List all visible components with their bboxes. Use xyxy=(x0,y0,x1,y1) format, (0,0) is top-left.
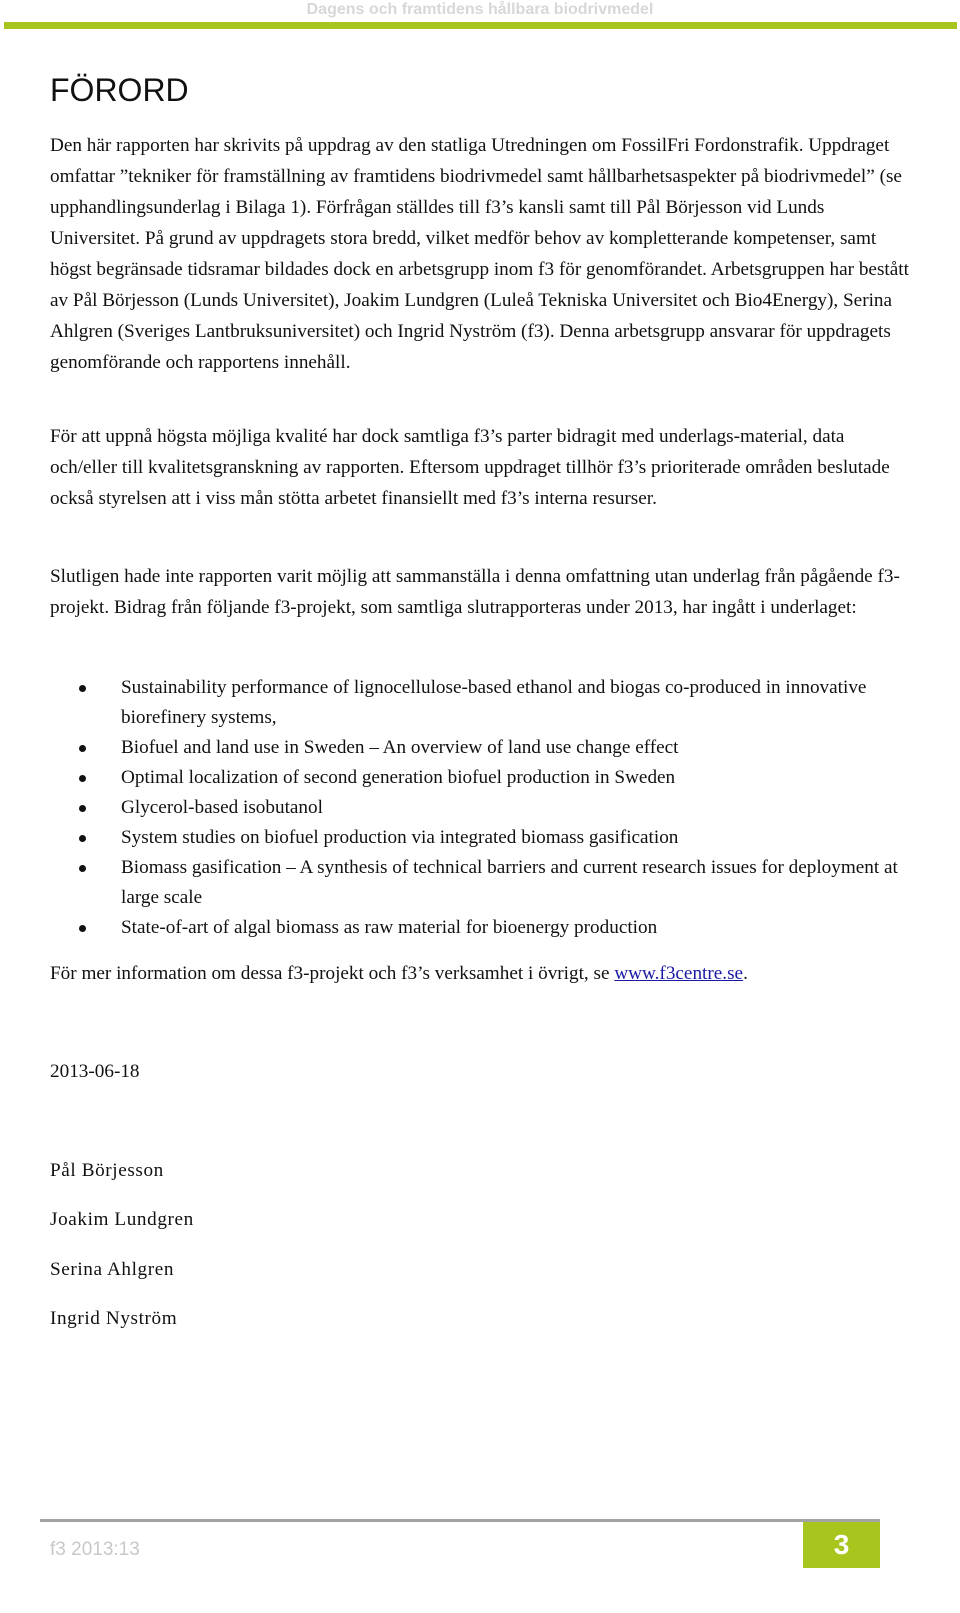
paragraph-2: För att uppnå högsta möjliga kvalité har dock samtliga f3’s parter bidragit med underlags-material, data och/eller till kvalitetsgranskning av rapporten. Eftersom uppdraget tillhör f3’s prioriterade områden beslutade också styrelsen att i viss mån stötta arbetet finansiellt med f3’s interna resurser. xyxy=(50,426,890,509)
bullet-icon xyxy=(79,805,86,812)
footer-rule xyxy=(40,1519,880,1522)
paragraph-1: Den här rapporten har skrivits på uppdrag av den statliga Utredningen om FossilFri Fordonstrafik. Uppdraget omfattar ”tekniker för framställning av framtidens biodrivmedel samt hållbarhetsaspekter på biodrivmedel” (se upphandlingsunderlag i Bilaga 1). Förfrågan ställdes till f3’s kansli samt till Pål Börjesson vid Lunds Universitet. På grund av uppdragets stora bredd, vilket medför behov av kompletterande kompetenser, samt högst begränsade tidsramar bildades dock en arbetsgrupp inom f3 för genomförandet. Arbetsgruppen har bestått av Pål Börjesson (Lunds Universitet), Joakim Lundgren (Luleå Tekniska Universitet och Bio4Energy), Serina Ahlgren (Sveriges Lantbruksuniversitet) och Ingrid Nyström (f3). Denna arbetsgrupp ansvarar för uppdragets genomförande och rapportens innehåll. xyxy=(50,135,909,373)
bullet-icon xyxy=(79,835,86,842)
bullet-icon xyxy=(79,775,86,782)
paragraph-3: Slutligen hade inte rapporten varit möjlig att sammanställa i denna omfattning utan underlag från pågående f3-projekt. Bidrag från följande f3-projekt, som samtliga slutrapporteras under 2013, har ingått i underlaget: xyxy=(50,566,900,618)
project-list xyxy=(50,673,910,943)
report-id: f3 2013:13 xyxy=(50,1539,140,1560)
f3centre-link[interactable]: www.f3centre.se xyxy=(614,963,744,984)
bullet-icon xyxy=(79,865,86,872)
signatory-2: Joakim Lundgren xyxy=(50,1209,194,1230)
list-item: Biomass gasification – A synthesis of technical barriers and current research issues for deployment at large scale xyxy=(50,853,910,913)
signatory-4: Ingrid Nyström xyxy=(50,1308,178,1329)
list-item: Glycerol-based isobutanol xyxy=(50,793,910,823)
bullet-icon xyxy=(79,685,86,692)
page-title: FÖRORD xyxy=(50,72,189,108)
date: 2013-06-18 xyxy=(50,1061,140,1082)
running-header: Dagens och framtidens hållbara biodrivmedel xyxy=(306,1,654,18)
list-item: Sustainability performance of lignocellulose-based ethanol and biogas co-produced in innovative biorefinery systems, xyxy=(50,673,910,733)
page-number: 3 xyxy=(803,1522,880,1568)
bullet-icon xyxy=(79,745,86,752)
more-info-paragraph: För mer information om dessa f3-projekt och f3’s verksamhet i övrigt, se www.f3centre.se. xyxy=(50,963,748,984)
signatory-3: Serina Ahlgren xyxy=(50,1259,175,1280)
list-item: Optimal localization of second generation biofuel production in Sweden xyxy=(50,763,910,793)
list-item: Biofuel and land use in Sweden – An overview of land use change effect xyxy=(50,733,910,763)
list-item: State-of-art of algal biomass as raw material for bioenergy production xyxy=(50,913,910,943)
bullet-icon xyxy=(79,925,86,932)
list-item: System studies on biofuel production via integrated biomass gasification xyxy=(50,823,910,853)
signatory-1: Pål Börjesson xyxy=(50,1160,164,1181)
header-rule xyxy=(4,22,957,29)
